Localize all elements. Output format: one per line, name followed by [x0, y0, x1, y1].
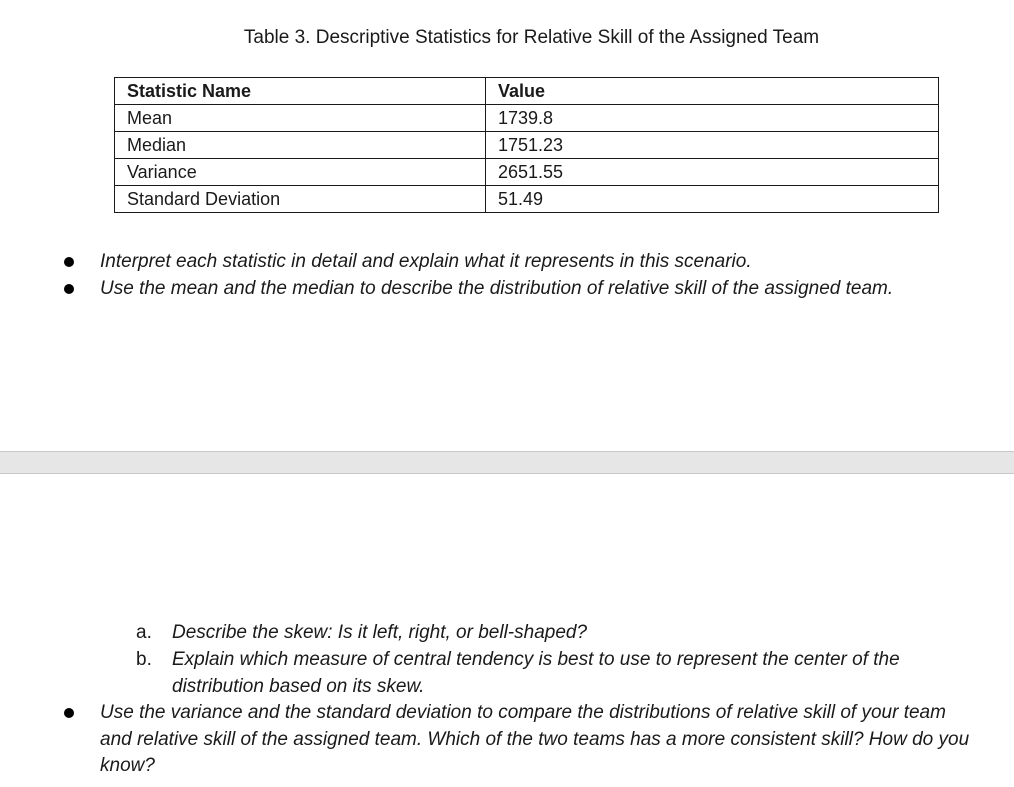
sub-question-text: Describe the skew: Is it left, right, or bell-shaped? [172, 622, 588, 643]
table-row [115, 105, 939, 132]
table-row [115, 132, 939, 159]
bullet-item [0, 249, 970, 276]
descriptive-statistics-table [114, 77, 939, 213]
statistic-value-cell: 2651.55 [486, 159, 939, 186]
page-break-gap [0, 451, 1014, 474]
bullet-text: Use the variance and the standard deviation to compare the distributions of relative skill of your team and relative skill of the assigned team. Which of the two teams has a more consistent skill? How do you know? [100, 702, 970, 776]
bullet-dot-icon [64, 257, 74, 267]
statistic-name-cell: Mean [115, 105, 486, 132]
bullet-dot-icon [64, 708, 74, 718]
bullet-item [0, 700, 970, 780]
statistic-name-cell: Variance [115, 159, 486, 186]
statistic-value-cell: 51.49 [486, 186, 939, 213]
statistic-name-cell: Standard Deviation [115, 186, 486, 213]
sub-question-marker: a. [136, 622, 152, 643]
sub-question-item [0, 646, 962, 700]
bullet-text: Interpret each statistic in detail and explain what it represents in this scenario. [100, 251, 752, 272]
sub-question-text: Explain which measure of central tendency is best to use to represent the center of the distribution based on its skew. [172, 649, 900, 697]
bullet-item [0, 276, 970, 303]
statistic-value-cell: 1751.23 [486, 132, 939, 159]
bottom-bullet-list [0, 700, 1014, 780]
table-caption: Table 3. Descriptive Statistics for Relative Skill of the Assigned Team [243, 27, 820, 48]
header-value: Value [486, 78, 939, 105]
bullet-dot-icon [64, 284, 74, 294]
table-header-row [115, 78, 939, 105]
table-row [115, 186, 939, 213]
sub-question-item [0, 619, 962, 646]
sub-question-marker: b. [136, 649, 152, 670]
sub-question-list [0, 619, 1014, 700]
top-bullet-list [0, 249, 1014, 302]
statistic-value-cell: 1739.8 [486, 105, 939, 132]
header-statistic-name: Statistic Name [115, 78, 486, 105]
statistic-name-cell: Median [115, 132, 486, 159]
bullet-text: Use the mean and the median to describe the distribution of relative skill of the assigned team. [100, 277, 894, 299]
table-row [115, 159, 939, 186]
